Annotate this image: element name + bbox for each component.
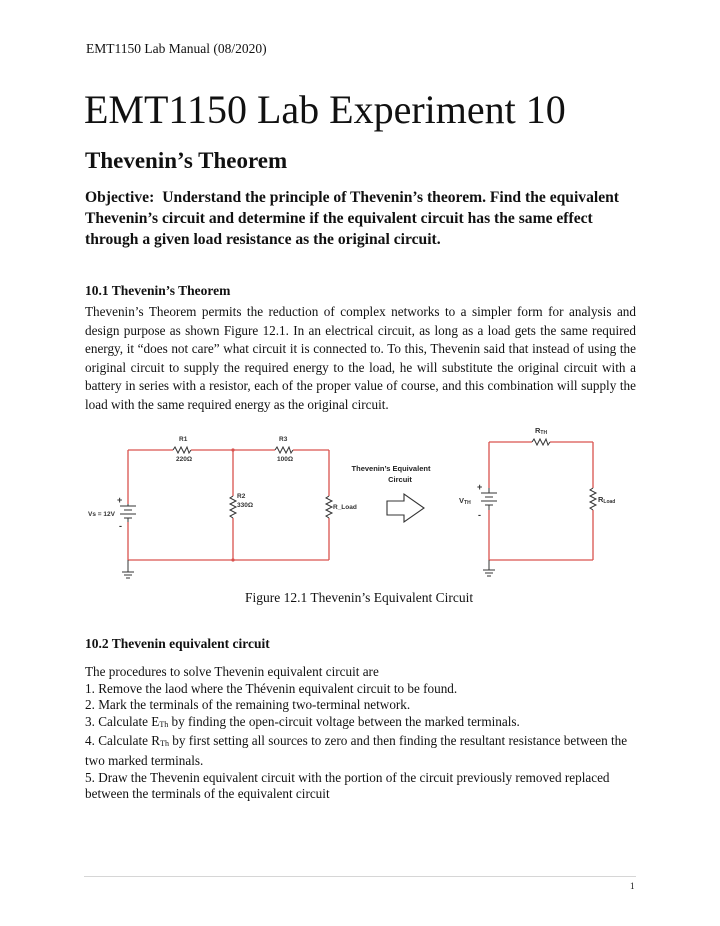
objective-paragraph	[85, 187, 635, 250]
vs-plus-sign: +	[117, 495, 123, 505]
section-heading-10-1: 10.1 Thevenin’s Theorem	[85, 283, 231, 298]
r1-resistor-icon	[173, 447, 191, 453]
original-circuit-components	[120, 447, 332, 578]
ground-icon	[122, 560, 134, 578]
thevenin-circuit-figure	[80, 418, 640, 586]
objective-text: Understand the principle of Thevenin’s theorem. Find the equivalent Thevenin’s circuit and determine if the equivalent circuit has the same effect through a given load resistance as the original circuit.	[85, 189, 619, 248]
rth-label: RTH	[535, 426, 548, 436]
rload-resistor-icon	[326, 496, 332, 518]
r2-label: R2	[237, 493, 246, 500]
rload-equivalent-resistor-icon	[590, 488, 596, 510]
junction-dot	[231, 448, 234, 451]
page-number: 1	[630, 881, 635, 891]
list-item: 2. Mark the terminals of the remaining two-terminal network.	[85, 697, 411, 713]
vs-minus-sign: -	[119, 521, 122, 531]
running-header: EMT1150 Lab Manual (08/2020)	[86, 41, 267, 56]
vth-battery-icon	[481, 488, 497, 510]
r2-resistor-icon	[230, 496, 236, 518]
ground-icon	[483, 560, 495, 576]
equivalent-circuit-wires	[489, 442, 593, 560]
list-item: 5. Draw the Thevenin equivalent circuit with the portion of the circuit previously removed replaced between the terminals of the equivalent circuit	[85, 769, 610, 802]
rth-resistor-icon	[532, 439, 550, 445]
r3-resistor-icon	[275, 447, 293, 453]
right-arrow-icon	[387, 494, 424, 522]
figure-caption: Figure 12.1 Thevenin’s Equivalent Circuit	[245, 590, 474, 605]
procedure-list	[85, 664, 640, 803]
list-item: 1. Remove the laod where the Thévenin equivalent circuit to be found.	[85, 680, 458, 696]
vth-plus-sign: +	[477, 482, 483, 492]
list-item: 4. Calculate $R_{Th}$ by first setting all sources to zero and then finding the resultant resistance between the two marked terminals.	[85, 733, 628, 768]
vth-label: VTH	[459, 496, 471, 506]
section-10-1-body: Thevenin’s Theorem permits the reduction of complex networks to a simpler form for analysis and design purpose as shown Figure 12.1. In an electrical circuit, as long as a load gets the same required energy, it “does not care” what circuit it is connected to. To this, Thevenin said that instead of using the original circuit to supply the required energy to the load, he will substitute the original circuit with a battery in series with a resistor, each of the proper value of course, and this combination will supply the load with the same required energy as the original circuit.	[85, 304, 636, 412]
battery-icon	[120, 504, 136, 522]
equivalent-label-line1: Thevenin’s Equivalent	[351, 464, 431, 473]
procedure-intro: The procedures to solve Thevenin equivalent circuit are	[85, 664, 379, 679]
rload-equivalent-label: RLoad	[598, 495, 616, 505]
r1-value: 220Ω	[176, 456, 193, 463]
r1-label: R1	[179, 436, 188, 443]
r3-value: 100Ω	[277, 456, 294, 463]
junction-dot	[231, 558, 234, 561]
list-item: 3. Calculate $E_{Th}$ by finding the open-circuit voltage between the marked terminals.	[85, 713, 520, 729]
objective-label: Objective:	[85, 189, 155, 206]
original-circuit-wires	[128, 450, 329, 560]
r3-label: R3	[279, 436, 288, 443]
page-title: EMT1150 Lab Experiment 10	[84, 87, 566, 132]
r2-value: 330Ω	[237, 502, 254, 509]
vs-label: Vs = 12V	[88, 511, 115, 518]
page-subtitle: Thevenin’s Theorem	[85, 148, 288, 173]
equivalent-label-line2: Circuit	[388, 475, 412, 484]
rload-label: R_Load	[333, 504, 357, 511]
vth-minus-sign: -	[478, 510, 481, 520]
section-heading-10-2: 10.2 Thevenin equivalent circuit	[85, 636, 270, 651]
footer-divider	[84, 876, 636, 877]
